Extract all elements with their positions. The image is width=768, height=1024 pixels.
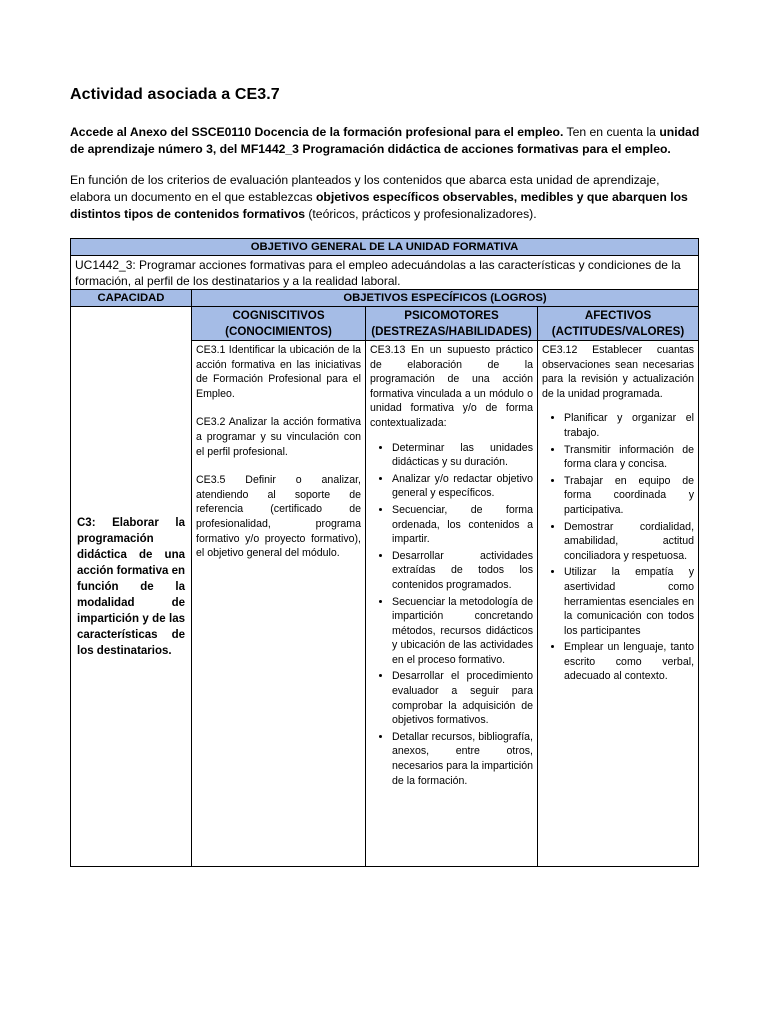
list-item: • Secuenciar la metodología de impartición concretando métodos, recursos didácticos y ubicación de las actividades en el proceso formativo. [392,595,533,668]
list-item: • Transmitir información de forma clara y concisa. [564,443,694,472]
cognitive-item: CE3.1 Identificar la ubicación de la acción formativa en las iniciativas de Formación Profesional para el Empleo. [196,344,361,400]
p1-bold-1: Accede al Anexo del SSCE0110 Docencia de la formación profesional para el empleo. [70,125,564,139]
cognitive-item: CE3.5 Definir o analizar, atendiendo al soporte de referencia (certificado de profesionalidad, programa formativo y/o proyecto formativo), el objetivo general del módulo. [196,474,361,560]
affective-intro: CE3.12 Establecer cuantas observaciones sean necesarias para la revisión y actualización de la unidad programada. [542,344,695,400]
affective-list [542,411,694,684]
general-objective-header: OBJETIVO GENERAL DE LA UNIDAD FORMATIVA [71,239,699,256]
p1-text-1: Ten en cuenta la [563,125,660,139]
list-item: • Secuenciar, de forma ordenada, los contenidos a impartir. [392,503,533,547]
capacity-header: CAPACIDAD [71,290,192,307]
list-item: • Determinar las unidades didácticas y su duración. [392,441,533,470]
cognitive-header: COGNISCITIVOS (CONOCIMIENTOS) [192,307,366,341]
p2-text-2: (teóricos, prácticos y profesionalizadores). [304,207,537,221]
list-item: • Trabajar en equipo de forma coordinada y participativa. [564,474,694,518]
list-item: • Emplear un lenguaje, tanto escrito como verbal, adecuado al contexto. [564,640,694,684]
page-title: Actividad asociada a CE3.7 [70,86,280,103]
psychomotor-cell [366,341,538,867]
psychomotor-list [370,441,533,789]
list-item: • Planificar y organizar el trabajo. [564,411,694,440]
affective-cell [538,341,699,867]
list-item: • Demostrar cordialidad, amabilidad, actitud conciliadora y respetuosa. [564,520,694,564]
list-item: • Analizar y/o redactar objetivo general y específicos. [392,472,533,501]
list-item: • Desarrollar el procedimiento evaluador a seguir para comprobar la adquisición de objetivos formativos. [392,669,533,727]
instructions-paragraph-2 [70,172,702,223]
psychomotor-header: PSICOMOTORES (DESTREZAS/HABILIDADES) [366,307,538,341]
cognitive-item: CE3.2 Analizar la acción formativa a programar y su vinculación con el perfil profesional. [196,416,361,458]
affective-header: AFECTIVOS (ACTITUDES/VALORES) [538,307,699,341]
p1-bold-2: unidad de aprendizaje número 3, del MF1442_3 Programación didáctica de acciones formativas para el empleo. [70,125,700,156]
list-item: • Detallar recursos, bibliografía, anexos, entre otros, necesarios para la impartición de la formación. [392,730,533,788]
instructions-paragraph-1 [70,124,702,158]
list-item: • Desarrollar actividades extraídas de todos los contenidos programados. [392,549,533,593]
list-item: • Utilizar la empatía y asertividad como herramientas esenciales en la comunicación con todos los participantes [564,565,694,638]
p2-bold-1: objetivos específicos observables, medibles y que abarquen los distintos tipos de contenidos formativos [70,190,688,221]
capacity-cell: C3: Elaborar la programación didáctica de una acción formativa en función de la modalidad de impartición y de las características de los destinatarios. [71,307,192,867]
objectives-table [70,238,699,867]
cognitive-cell [192,341,366,867]
specific-objectives-header: OBJETIVOS ESPECÍFICOS (LOGROS) [192,290,699,307]
unit-competence-text: UC1442_3: Programar acciones formativas para el empleo adecuándolas a las características y condiciones de la formación, al perfil de los destinatarios y a la realidad laboral. [71,256,699,290]
psychomotor-intro: CE3.13 En un supuesto práctico de elaboración de la programación de una acción formativa vinculada a un módulo o unidad formativa y/o de forma contextualizada: [370,344,533,429]
p2-text-1: En función de los criterios de evaluación planteados y los contenidos que abarca esta unidad de aprendizaje, elabora un documento en el que establezcas [70,173,660,204]
